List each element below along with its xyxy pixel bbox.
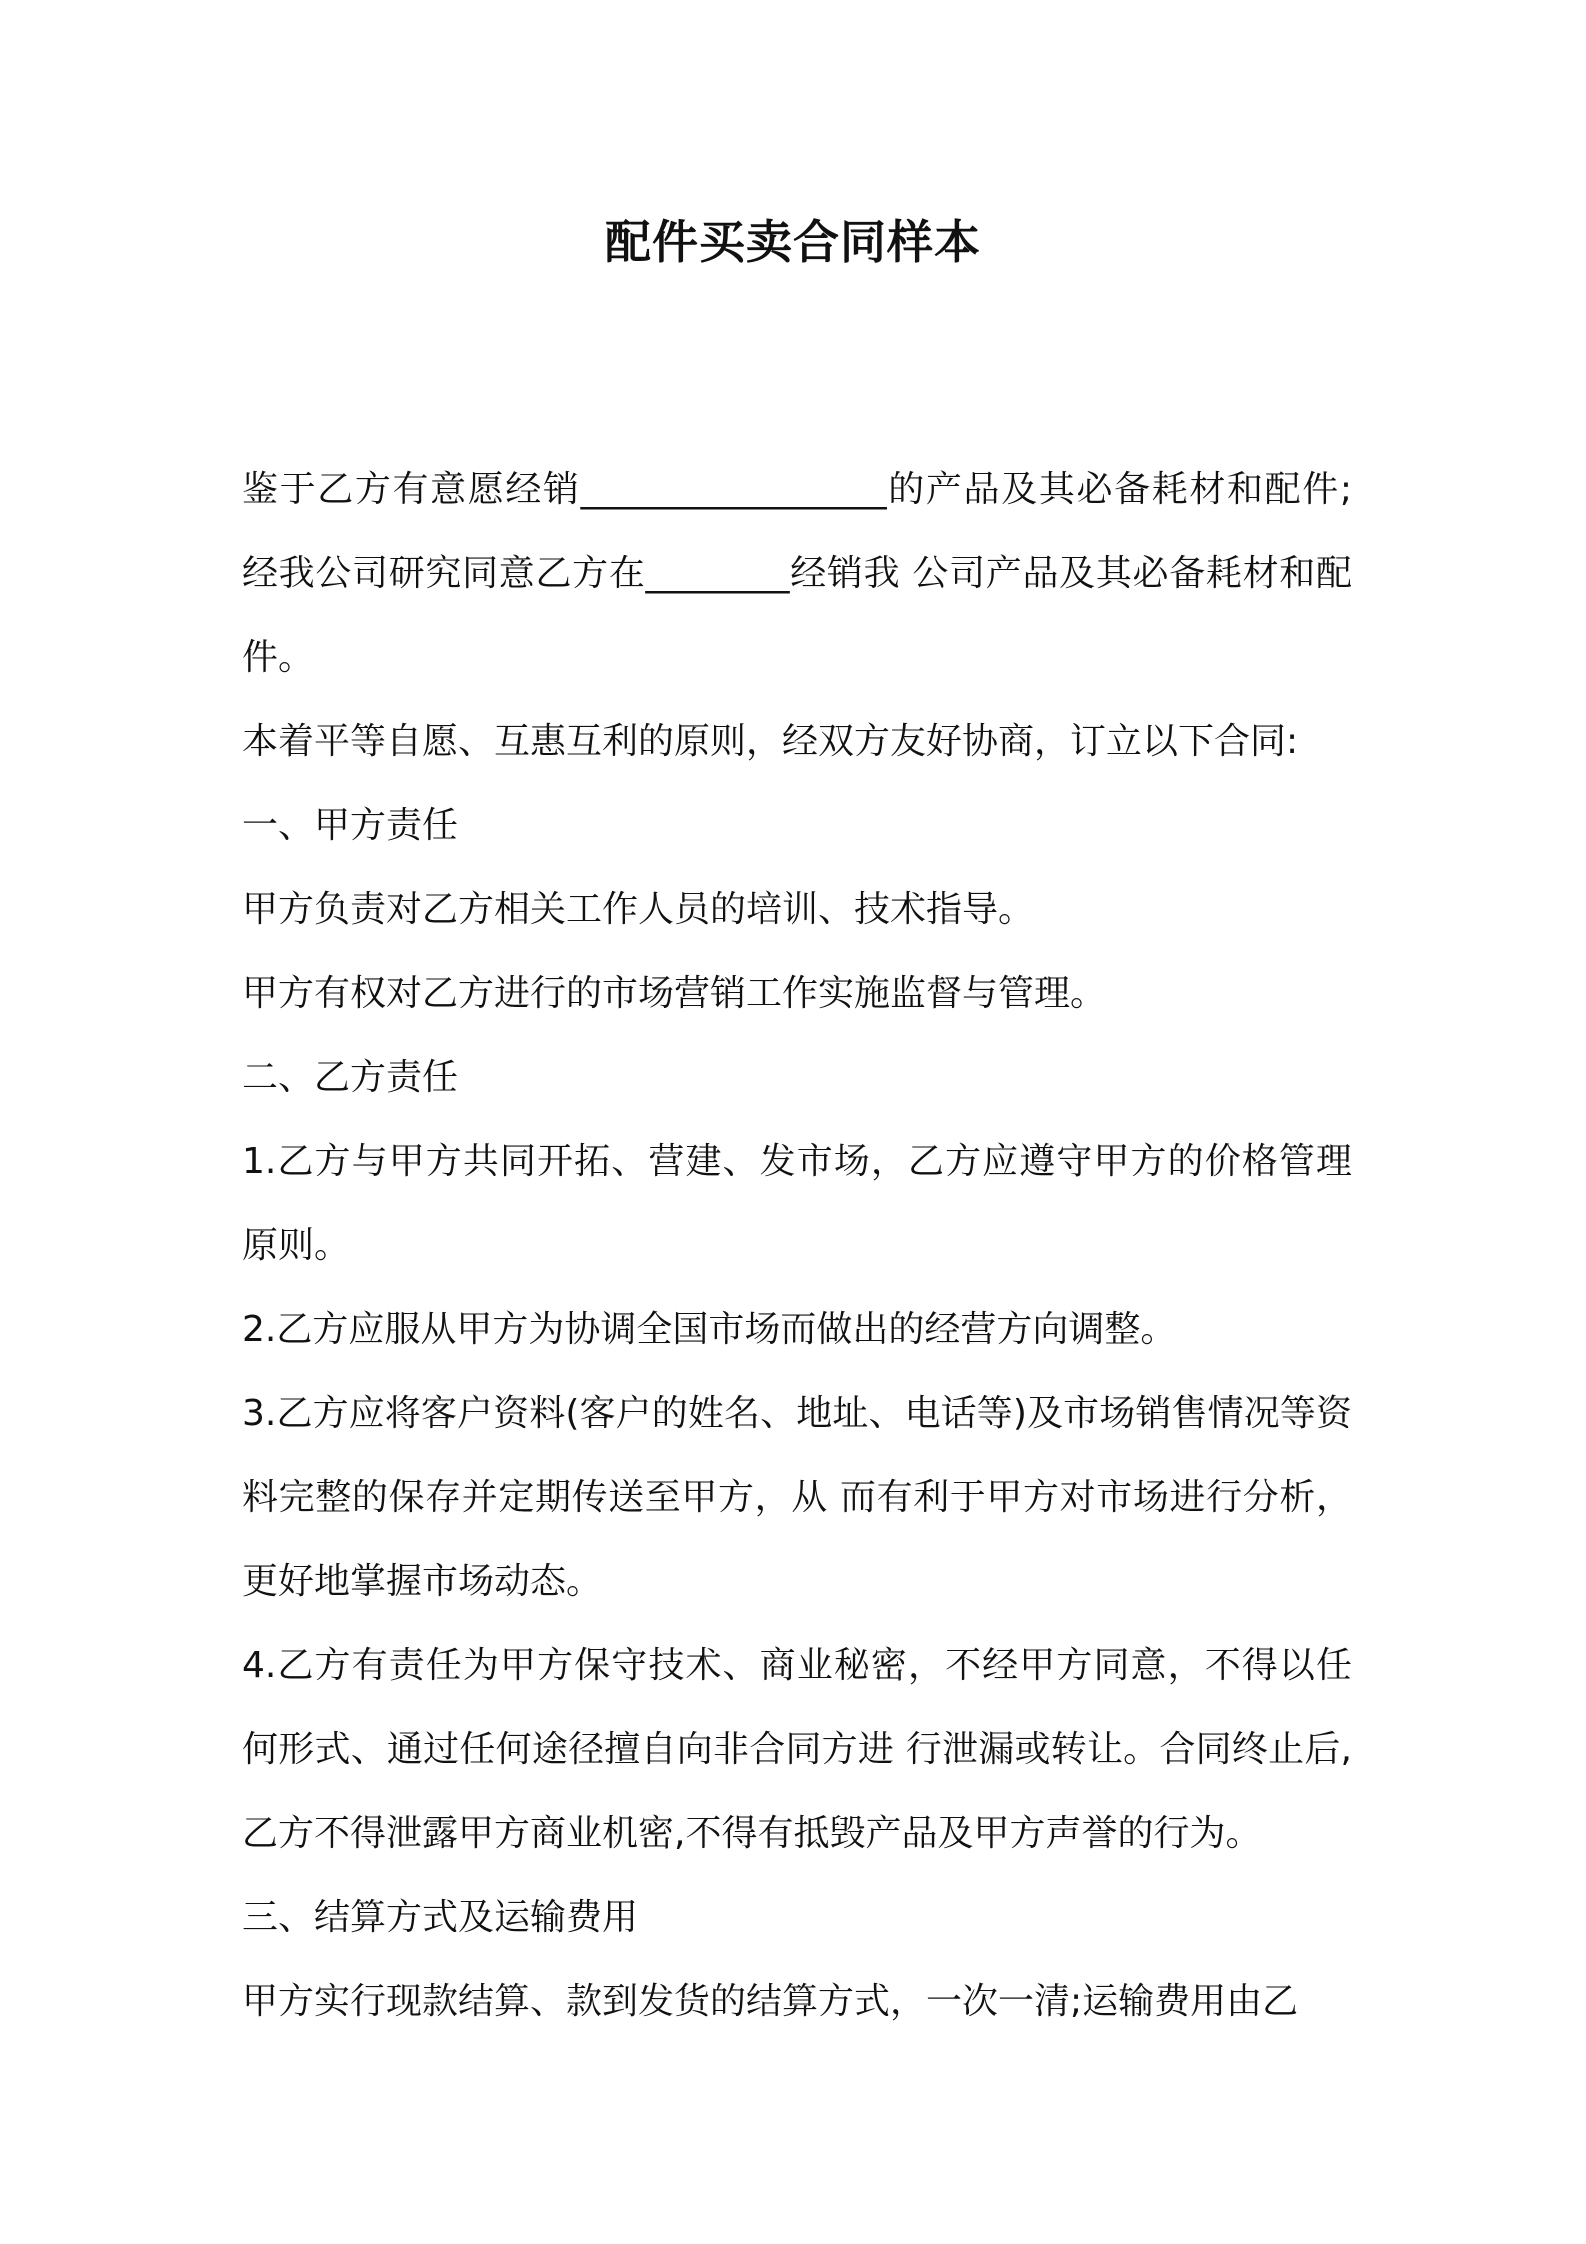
section-heading-settlement: 三、结算方式及运输费用	[242, 1897, 639, 1938]
paragraph-party-a-training: 甲方负责对乙方相关工作人员的培训、技术指导。	[242, 889, 1035, 930]
paragraph-party-b-item-3: 3.乙方应将客户资料(客户的姓名、地址、电话等)及市场销售情况等资料完整的保存并定期传送至甲方，从 而有利于甲方对市场进行分析，更好地掌握市场动态。	[242, 1393, 1352, 1602]
paragraph-party-b-item-1: 1.乙方与甲方共同开拓、营建、发市场，乙方应遵守甲方的价格管理原则。	[242, 1141, 1352, 1266]
section-heading-party-a: 一、甲方责任	[242, 805, 459, 846]
section-heading-party-b: 二、乙方责任	[242, 1057, 459, 1098]
paragraph-intro: 鉴于乙方有意愿经销_________________的产品及其必备耗材和配件;经我公司研究同意乙方在________经销我 公司产品及其必备耗材和配件。	[242, 469, 1352, 678]
document-title: 配件买卖合同样本	[605, 215, 981, 269]
paragraph-party-a-supervision: 甲方有权对乙方进行的市场营销工作实施监督与管理。	[242, 973, 1107, 1014]
paragraph-principle: 本着平等自愿、互惠互利的原则，经双方友好协商，订立以下合同:	[242, 721, 1299, 762]
paragraph-party-b-item-4: 4.乙方有责任为甲方保守技术、商业秘密，不经甲方同意，不得以任何形式、通过任何途径擅自向非合同方进 行泄漏或转让。合同终止后,乙方不得泄露甲方商业机密,不得有抵毁产品及甲方声誉的行为。	[242, 1645, 1352, 1854]
paragraph-party-b-item-2: 2.乙方应服从甲方为协调全国市场而做出的经营方向调整。	[242, 1309, 1177, 1350]
paragraph-settlement: 甲方实行现款结算、款到发货的结算方式，一次一清;运输费用由乙	[242, 1981, 1299, 2022]
document-body	[242, 448, 1352, 2044]
